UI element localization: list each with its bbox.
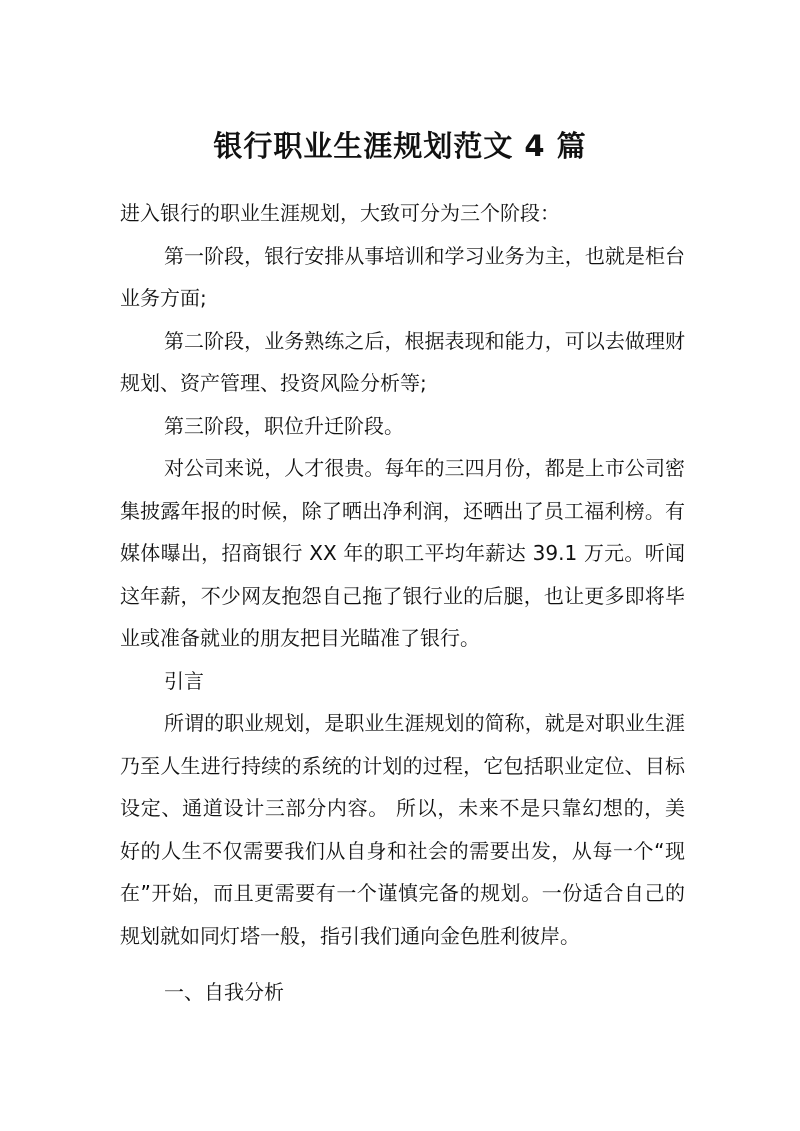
document-title: 银行职业生涯规划范文 4 篇 <box>213 129 587 163</box>
paragraph-stage-two: 第二阶段，业务熟练之后，根据表现和能力，可以去做理财规划、资产管理、投资风险分析等; <box>120 328 685 395</box>
paragraph-preface-label: 引言 <box>164 668 204 693</box>
document-body <box>120 192 685 1014</box>
paragraph-salary: 对公司来说，人才很贵。每年的三四月份，都是上市公司密集披露年报的时候，除了晒出净利润，还晒出了员工福利榜。有媒体曝出，招商银行 XX 年的职工平均年薪达 39.1 万元。听闻这年薪，不少网友抱怨自己拖了银行业的后腿，也让更多即将毕业或准备就业的朋友把目光瞄准了银行。 <box>120 456 685 650</box>
section-heading: 一、自我分析 <box>164 980 284 1004</box>
paragraph-stage-one: 第一阶段，银行安排从事培训和学习业务为主，也就是柜台业务方面; <box>120 243 685 310</box>
paragraph-career-planning: 所谓的职业规划，是职业生涯规划的简称，就是对职业生涯乃至人生进行持续的系统的计划的过程，它包括职业定位、目标设定、通道设计三部分内容。 所以，未来不是只靠幻想的，美好的人生不仅需要我们从自身和社会的需要出发，从每一个“现在”开始，而且更需要有一个谨慎完备的规划。一份适合自己的规划就如同灯塔一般，指引我们通向金色胜利彼岸。 <box>120 711 685 948</box>
paragraph-stage-three: 第三阶段，职位升迁阶段。 <box>164 413 404 438</box>
paragraph-intro: 进入银行的职业生涯规划，大致可分为三个阶段： <box>120 201 560 225</box>
